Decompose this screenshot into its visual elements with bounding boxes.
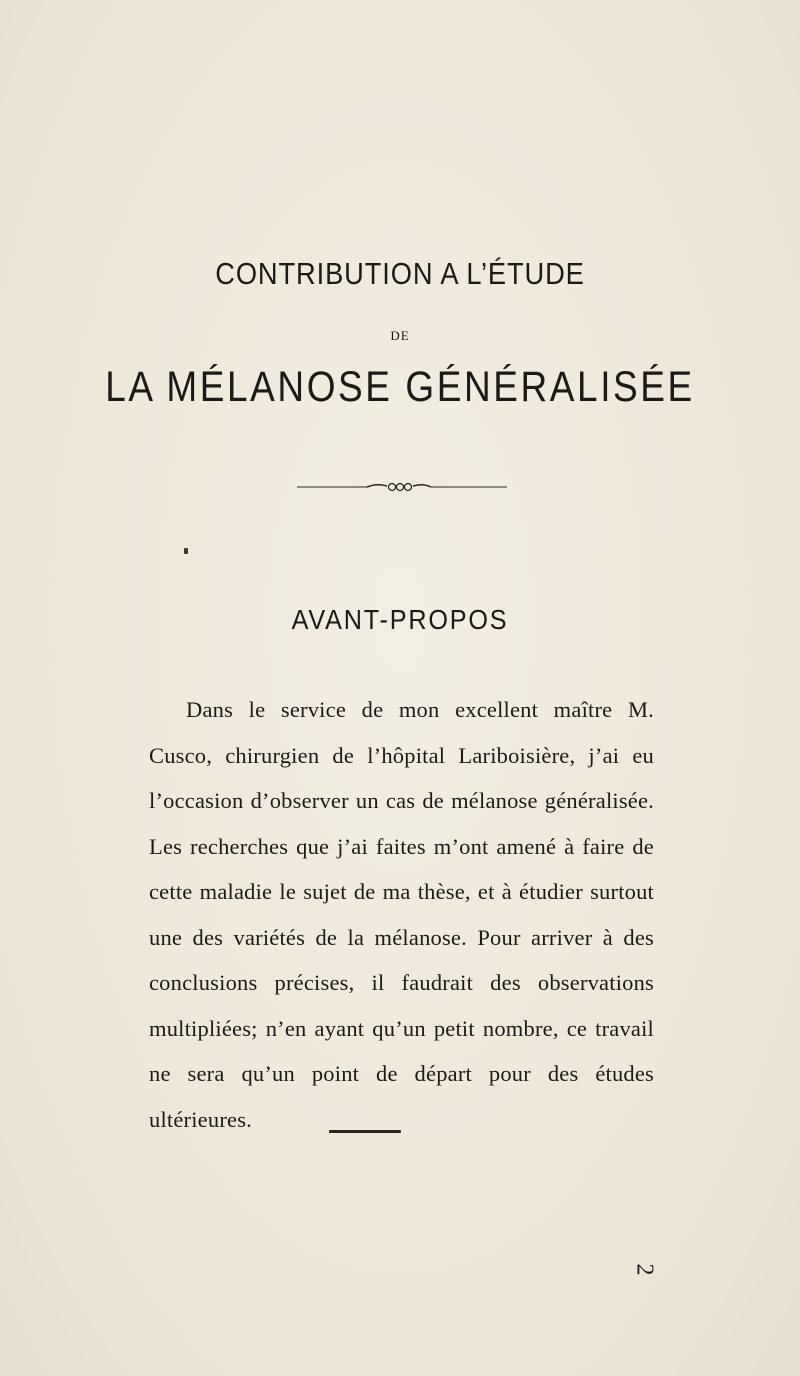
title-line-1: CONTRIBUTION A L’ÉTUDE (215, 256, 585, 291)
body-paragraph: Dans le service de mon excellent maître M. Cusco, chirurgien de l’hôpital Lariboisière, j’ai eu l’occasion d’observer un cas de mélanose généralisée. Les recherches que j’ai faites m’ont amené à faire de cette maladie le sujet de ma thèse, et à étudier surtout une des variétés de la mélanose. Pour arriver à des conclusions précises, il faudrait des observations multipliées; n’en ayant qu’un petit nombre, ce travail ne sera qu’un point de départ pour des études ultérieures. (149, 697, 654, 1132)
main-title: LA MÉLANOSE GÉNÉRALISÉE (105, 363, 695, 411)
ink-speck (184, 548, 188, 554)
closing-rule (329, 1130, 401, 1133)
decorative-ornament-divider (297, 480, 507, 494)
section-heading: AVANT-PROPOS (291, 604, 509, 635)
title-connector: DE (390, 328, 410, 343)
page-number: 2 (631, 1263, 658, 1276)
